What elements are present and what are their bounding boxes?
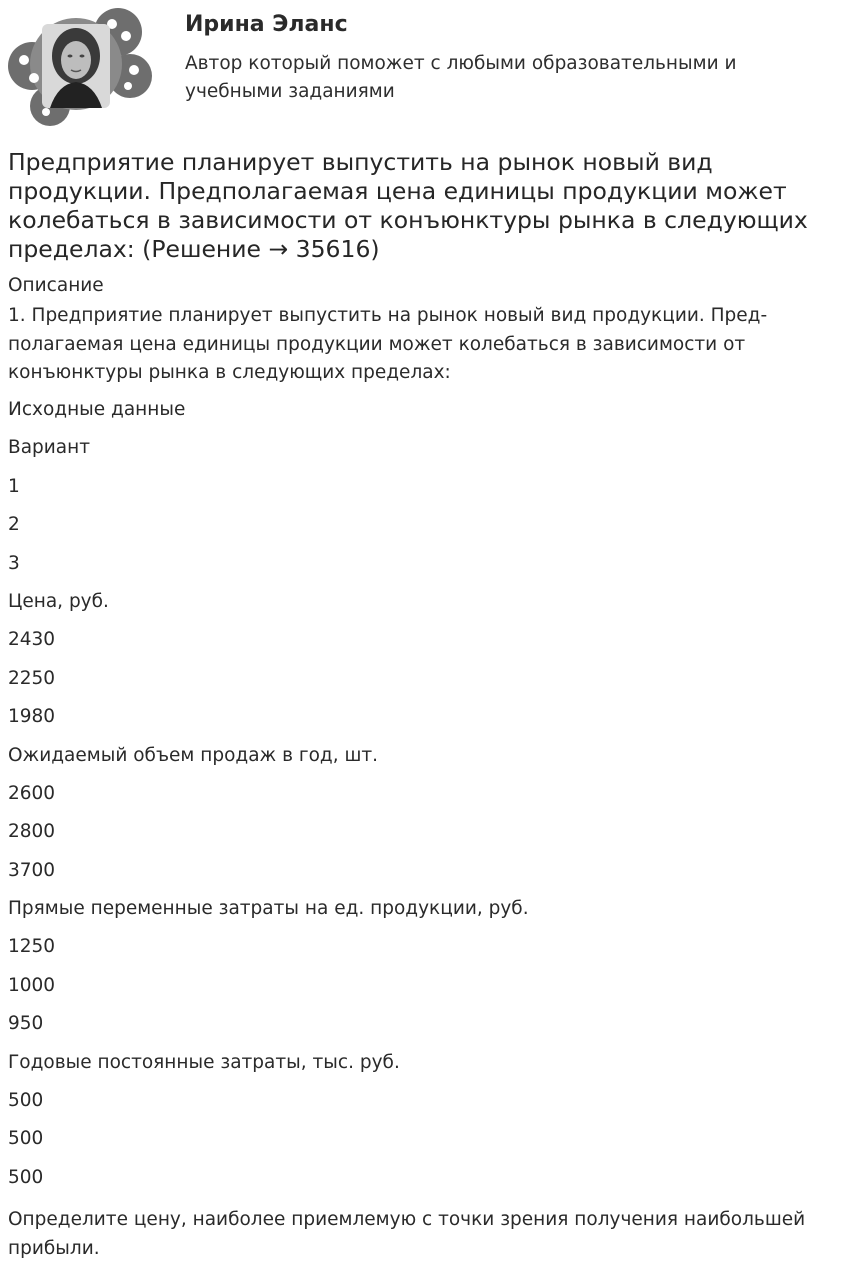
description-heading: Описание	[8, 275, 104, 296]
list-item: Ожидаемый объем продаж в год, шт.	[8, 744, 379, 766]
list-item: 1250	[8, 936, 56, 958]
author-card	[0, 0, 847, 130]
author-name: Ирина Эланс	[185, 12, 348, 37]
list-item: 2600	[8, 782, 56, 804]
list-item: Исходные данные	[8, 399, 186, 420]
task-question: Определите цену, наиболее приемлемую с точки зрения получения наибольшей прибыли.	[8, 1209, 806, 1259]
list-item: Цена, руб.	[8, 590, 109, 612]
list-item: 3700	[8, 859, 56, 881]
list-item: 1000	[8, 974, 56, 996]
author-avatar	[6, 6, 152, 126]
list-item: 500	[8, 1090, 44, 1112]
author-description: Автор который поможет с любыми образовательными и учебными заданиями	[185, 53, 737, 102]
list-item: 2800	[8, 821, 56, 843]
list-item: 2430	[8, 629, 56, 651]
list-item: 2250	[8, 667, 56, 689]
list-item: 1	[8, 475, 20, 497]
list-item: Прямые переменные затраты на ед. продукции, руб.	[8, 898, 529, 920]
list-item: 3	[8, 552, 20, 574]
list-item: 500	[8, 1128, 44, 1150]
source-data-list	[8, 396, 838, 1202]
task-intro: 1. Предприятие планирует выпустить на рынок новый вид продукции. Пред- полагаемая цена единицы продукции может колебаться в зависимости от конъюнктуры рынка в следующих пределах:	[8, 305, 768, 383]
list-item: 500	[8, 1166, 44, 1188]
list-item: Годовые постоянные затраты, тыс. руб.	[8, 1051, 400, 1073]
list-item: 950	[8, 1013, 44, 1035]
list-item: Вариант	[8, 437, 91, 459]
list-item: 1980	[8, 706, 56, 728]
list-item: 2	[8, 514, 20, 536]
page-title: Предприятие планирует выпустить на рынок новый вид продукции. Предполагаемая цена единицы продукции может колебаться в зависимости от конъюнктуры рынка в следующих пределах: (Решение → 35616)	[8, 148, 808, 263]
